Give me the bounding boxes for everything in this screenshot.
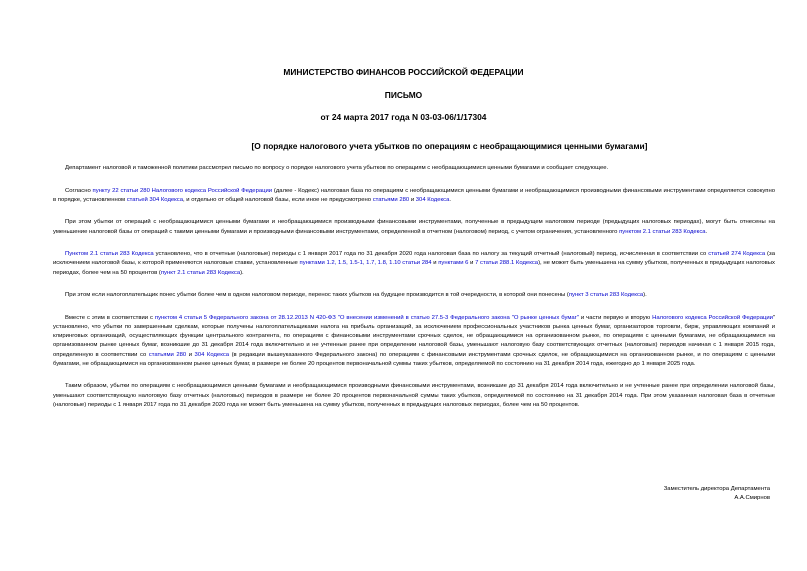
paragraph-text: ). [240,269,244,276]
paragraph-text: и [409,196,416,203]
paragraph-2 [53,187,775,205]
paragraph-text: При этом убытки от операций с необращающимися ценными бумагами и необращающимися производными финансовыми инструментами, полученные в предыдущем налоговом периоде (предыдущих налоговых периодах), могут быть отнесены на уменьшение налоговой базы от операций с такими ценными бумагами и производными финансовыми инструментами, определенной в отчетном (налоговом) период, с учетом ограничения, установленного [53,219,775,235]
paragraph-text: При этом если налогоплательщик понес убытки более чем в одном налоговом периоде, перенос таких убытков на будущее производится в той очередности, в которой они понесены ( [65,292,569,299]
signature-block [664,485,770,503]
paragraph-6 [53,314,775,369]
paragraph-text: ). [643,292,647,299]
paragraph-text: и части первую и вторую [578,314,653,321]
paragraph-text: (за исключением налоговой базы, к которой применяются налоговые ставки, установленные [53,251,775,267]
law-link[interactable]: Пунктом 2.1 статьи 283 Кодекса [65,251,154,258]
paragraph-text: . [705,228,708,235]
paragraph-4 [53,250,775,277]
law-link[interactable]: статьями 280 [148,351,187,358]
paragraph-text: и [186,351,195,358]
paragraph-3 [53,218,775,236]
document-header [0,66,807,152]
law-link[interactable]: статьями 280 [372,196,410,203]
ministry-title: МИНИСТЕРСТВО ФИНАНСОВ РОССИЙСКОЙ ФЕДЕРАЦИИ [283,67,524,77]
paragraph-text: установлено, что в отчетные (налоговые) периоды с 1 января 2017 года по 31 декабря 2020 года налоговая база по налогу за текущий отчетный (налоговый) период, исчисленная в соответствии со [153,251,709,258]
paragraph-text: , и отдельно от общей налоговой базы, если иное не предусмотрено [183,196,373,203]
document-type: ПИСЬМО [384,90,423,100]
law-link[interactable]: 304 Кодекса [194,351,230,358]
law-link[interactable]: Налогового кодекса Российской Федерации [652,314,773,321]
law-link[interactable]: пункту 22 статьи 280 Налогового кодекса Российской Федерации [92,187,273,194]
paragraph-text: Таким образом, убытки по операциям с необращающимися ценными бумагами и необращающимися производными финансовыми инструментами, возникшие до 31 декабря 2014 года включительно и не учтенные ранее при определении налоговой базы, уменьшают соответствующую налоговую базу отчетных (налоговых) периодов в размере не более 20 процентов первоначальной суммы таких убытков, определяемой по состоянию на 31 декабря 2014 года. При этом указанная налоговая база в отчетные (налоговые) периоды с 1 января 2017 года по 31 декабря 2020 года не может быть уменьшена на сумму убытков, полученных в предыдущих налоговых периодах, более чем на 50 процентов. [53,383,775,408]
paragraph-text: Согласно [65,187,93,194]
law-link[interactable]: статьей 274 Кодекса [708,251,766,258]
paragraph-text: " установлено, что убытки по завершенным сделкам, которые получены налогоплательщиками налога на прибыль организаций, за исключением профессиональных участников рынка ценных бумаг, организаторов торговли, бирж, управляющих компаний и клиринговых организаций, осуществляющих функции центрального контрагента, по операциям с финансовыми инструментами срочных сделок, не обращающимися на организованном рынке, по операциям с ценными бумагами, не обращающимися на организованном рынке ценных бумаг, возникшие до 31 декабря 2014 года включительно и не учтенные ранее при определении налоговой базы, уменьшают налоговую базу соответствующих отчетных (налоговых) периодов начиная с 1 января 2015 года, определенную в соответствии со [53,314,776,358]
law-link[interactable]: пунктом 2.1 статьи 283 Кодекса [619,228,706,235]
paragraph-7 [53,382,775,409]
paragraph-text: (в редакции вышеуказанного Федерального закона) по операциям с финансовыми инструментами срочных сделок, не обращающимися на организованном рынке, и по операциям с ценными бумагами, не обращающимися на организованном рынке ценных бумаг, в размере не более 20 процентов первоначальной суммы таких убытков, определяемой по состоянию на 31 декабря 2014 года, ежегодно до 1 января 2025 года. [53,351,775,367]
paragraph-text: Департамент налоговой и таможенной политики рассмотрел письмо по вопросу о порядке налогового учета убытков по операциям с необращающимися ценными бумагами и сообщает следующее. [65,165,609,171]
paragraph-text: и [431,260,439,267]
law-link[interactable]: 304 Кодекса [415,196,450,203]
paragraph-5 [53,291,775,300]
signatory-name: А.А.Смирнов [734,495,770,501]
law-link[interactable]: пунктом 4 статьи 5 Федерального закона от 28.12.2013 N 420-ФЗ "О внесении изменений в статью 27.5-3 Федерального закона "О рынке ценных бумаг" [154,314,579,321]
law-link[interactable]: статьей 304 Кодекса [126,196,184,203]
document-date-number: от 24 марта 2017 года N 03-03-06/1/17304 [320,112,487,122]
law-link[interactable]: пункт 2.1 статьи 283 Кодекса [160,269,241,276]
document-body [53,164,775,423]
paragraph-text: . [449,196,452,203]
paragraph-text: ), не может быть уменьшена на сумму убытков, полученных в предыдущих налоговых периодах, более чем на 50 процентов ( [53,260,775,276]
law-link[interactable]: пунктами 6 [438,260,469,267]
law-link[interactable]: пунктами 1.2, 1.5, 1.5-1, 1.7, 1.8, 1.10 статьи 284 [299,260,432,267]
signatory-position: Заместитель директора Департамента [663,486,770,492]
law-link[interactable]: 7 статьи 288.1 Кодекса [475,260,539,267]
paragraph-text: и [468,260,476,267]
paragraph-text: Вместе с этим в соответствии с [65,314,155,321]
paragraph-1 [53,164,775,173]
document-subject: [О порядке налогового учета убытков по операциям с необращающимися ценными бумагами] [251,141,648,151]
paragraph-text: (далее - Кодекс) налоговая база по операциям с необращающимися ценными бумагами и необращающимися производными финансовыми инструментами определяется совокупно в порядке, установленном [53,187,776,203]
law-link[interactable]: пункт 3 статьи 283 Кодекса [568,292,644,299]
